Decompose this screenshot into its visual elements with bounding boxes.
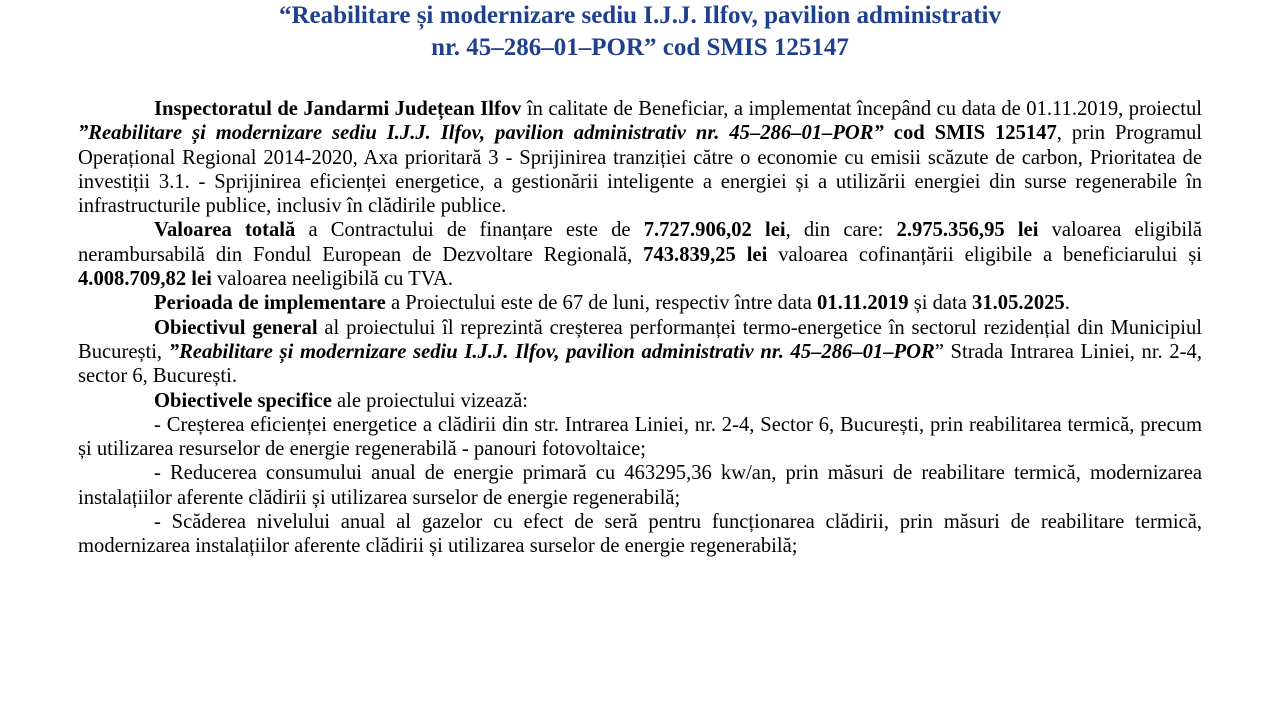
document-title <box>78 0 1202 64</box>
project-name: ”Reabilitare și modernizare sediu I.J.J. Ilfov, pavilion administrativ nr. 45–286–01–POR” <box>78 122 884 145</box>
paragraph-text: valoarea neeligibilă cu TVA. <box>211 268 453 291</box>
paragraph-text: a Contractului de finanțare este de <box>295 219 644 242</box>
paragraph-text: . <box>1064 292 1070 315</box>
paragraph-general-objective <box>78 316 1202 389</box>
ineligible-amount: 4.008.709,82 lei <box>78 268 212 291</box>
objective-item: - Creșterea eficienței energetice a clădirii din str. Intrarea Liniei, nr. 2-4, Sector 6, București, prin reabilitarea termică, precum și utilizarea resurselor de energie regenerabilă - panouri fotovoltaice; <box>78 413 1202 461</box>
paragraph-text: valoarea cofinanțării eligibile a beneficiarului și <box>767 243 1202 266</box>
smis-code: cod SMIS 125147 <box>883 122 1057 145</box>
specific-objectives-label: Obiectivele specifice <box>154 389 332 412</box>
paragraph-text: , prin Programul Operațional Regional 2014-2020, Axa prioritară 3 - Sprijinirea tranziției către o economie cu emisii scăzute de carbon, Prioritatea de investiții 3.1. - Sprijinirea eficienței energetice, a gestionării inteligente a energiei și a utilizării energiei din surse regenerabile în infrastructurile publice, inclusiv în clădirile publice. <box>78 122 1202 218</box>
paragraph-text: , din care: <box>785 219 897 242</box>
objective-item: - Scăderea nivelului anual al gazelor cu efect de seră pentru funcționarea clădirii, prin măsuri de reabilitare termică, modernizarea instalațiilor aferente clădirii și utilizarea surselor de energie regenerabilă; <box>78 511 1202 558</box>
paragraph-text: valoarea eligibilă nerambursabilă din Fondul European de Dezvoltare Regională, <box>78 219 1202 266</box>
period-label: Perioada de implementare <box>154 292 386 315</box>
project-name: ”Reabilitare și modernizare sediu I.J.J. Ilfov, pavilion administrativ nr. 45–286–01–POR <box>168 340 935 363</box>
paragraph-period <box>78 291 1202 315</box>
cofinancing-amount: 743.839,25 lei <box>643 243 768 266</box>
paragraph-text: și data <box>908 292 973 315</box>
objective-item: - Reducerea consumului anual de energie primară cu 463295,36 kw/an, prin măsuri de reabilitare termică, modernizarea instalațiilor aferente clădirii și utilizarea surselor de energie regenerabilă; <box>78 462 1202 509</box>
paragraph-text: ale proiectului vizează: <box>331 389 528 412</box>
paragraph-specific-objectives <box>78 389 1202 413</box>
paragraph-text: al proiectului îl reprezintă creșterea performanței termo-energetice în sectorul rezidențial din Municipiul București, <box>78 316 1202 363</box>
paragraph-beneficiary <box>78 97 1202 218</box>
paragraph-text: ” Strada Intrarea Liniei, nr. 2-4, sector 6, București. <box>78 340 1202 388</box>
title-line-1: “Reabilitare și modernizare sediu I.J.J. Ilfov, pavilion administrativ <box>278 2 1001 29</box>
paragraph-value <box>78 218 1202 291</box>
eligible-nonrefundable-amount: 2.975.356,95 lei <box>896 219 1039 242</box>
total-value-amount: 7.727.906,02 lei <box>643 219 786 242</box>
total-value-label: Valoarea totală <box>154 219 296 242</box>
title-line-2: nr. 45–286–01–POR” cod SMIS 125147 <box>431 34 849 61</box>
paragraph-text: în calitate de Beneficiar, a implementat începând cu data de 01.11.2019, proiectul <box>521 98 1202 120</box>
document-page <box>78 0 1202 559</box>
end-date: 31.05.2025 <box>972 292 1065 315</box>
start-date: 01.11.2019 <box>817 292 909 315</box>
document-body <box>78 97 1202 559</box>
paragraph-text: a Proiectului este de 67 de luni, respectiv între data <box>385 292 818 315</box>
beneficiary-name: Inspectoratul de Jandarmi Județean Ilfov <box>154 98 522 120</box>
general-objective-label: Obiectivul general <box>154 316 318 339</box>
